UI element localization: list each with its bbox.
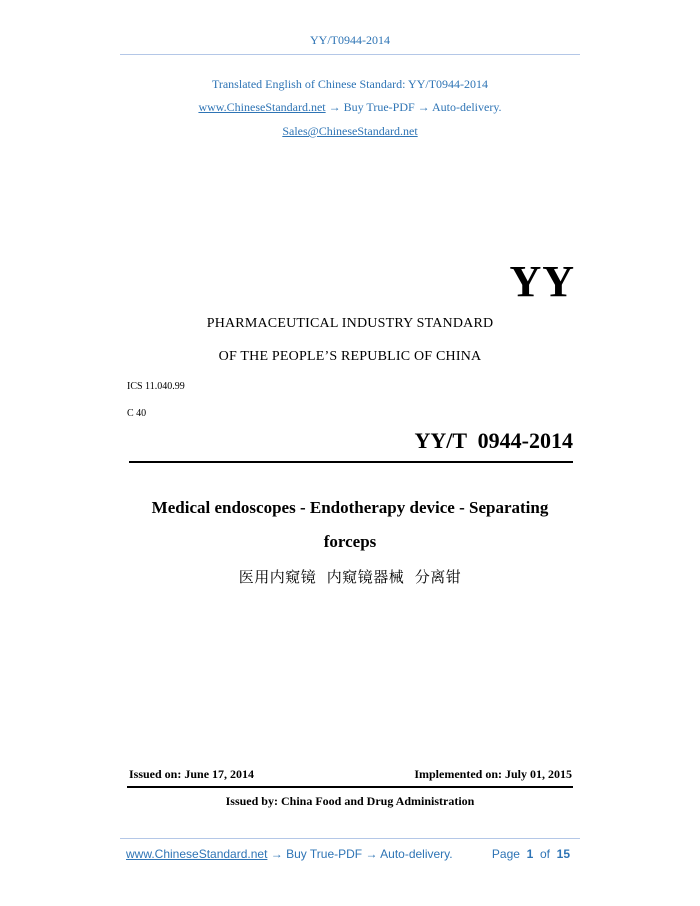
promo-purchase-line: [0, 100, 700, 115]
ccs-code: C 40: [127, 408, 147, 419]
standard-number-rule: [129, 461, 573, 463]
implemented-on-date: Implemented on: July 01, 2015: [414, 767, 572, 781]
footer-buy-text: Buy True-PDF: [286, 847, 363, 861]
footer-divider: [120, 838, 580, 839]
auto-delivery-text: Auto-delivery.: [432, 100, 502, 114]
promo-email-line: [0, 124, 700, 139]
title-english-line-2: forceps: [323, 532, 377, 551]
footer-site-link[interactable]: www.ChineseStandard.net: [126, 847, 268, 861]
arrow-icon: →: [267, 847, 287, 861]
footer-delivery-text: Auto-delivery.: [380, 847, 453, 861]
page-label: Page: [491, 847, 520, 861]
page-number: 1: [526, 847, 534, 861]
total-pages: 15: [556, 847, 570, 861]
title-chinese: 医用内窥镜 内窥镜器械 分离钳: [238, 568, 462, 586]
arrow-icon: →: [362, 847, 381, 861]
issuing-authority: Issued by: China Food and Drug Administration: [225, 794, 475, 808]
standard-number: YY/T 0944-2014: [414, 428, 573, 453]
title-english-line-1: Medical endoscopes - Endotherapy device - Separating: [151, 498, 549, 517]
ics-code: ICS 11.040.99: [127, 381, 185, 392]
issued-on-date: Issued on: June 17, 2014: [129, 767, 255, 781]
arrow-icon: →: [325, 100, 344, 114]
page-indicator: [492, 847, 570, 861]
arrow-icon: →: [414, 100, 433, 114]
dates-rule: [127, 786, 573, 788]
running-header-code: YY/T0944-2014: [310, 33, 390, 47]
sales-email-link[interactable]: Sales@ChineseStandard.net: [282, 124, 418, 138]
translation-notice: Translated English of Chinese Standard: YY/T0944-2014: [211, 77, 489, 91]
issuing-body-line-2: OF THE PEOPLE’S REPUBLIC OF CHINA: [218, 349, 482, 364]
yy-logo: YY: [509, 257, 575, 306]
buy-pdf-text: Buy True-PDF: [343, 100, 415, 114]
issuing-body-line-1: PHARMACEUTICAL INDUSTRY STANDARD: [206, 316, 494, 331]
of-label: of: [539, 847, 550, 861]
header-divider: [120, 54, 580, 55]
site-link[interactable]: www.ChineseStandard.net: [198, 100, 326, 114]
footer-purchase-line: [126, 847, 453, 861]
